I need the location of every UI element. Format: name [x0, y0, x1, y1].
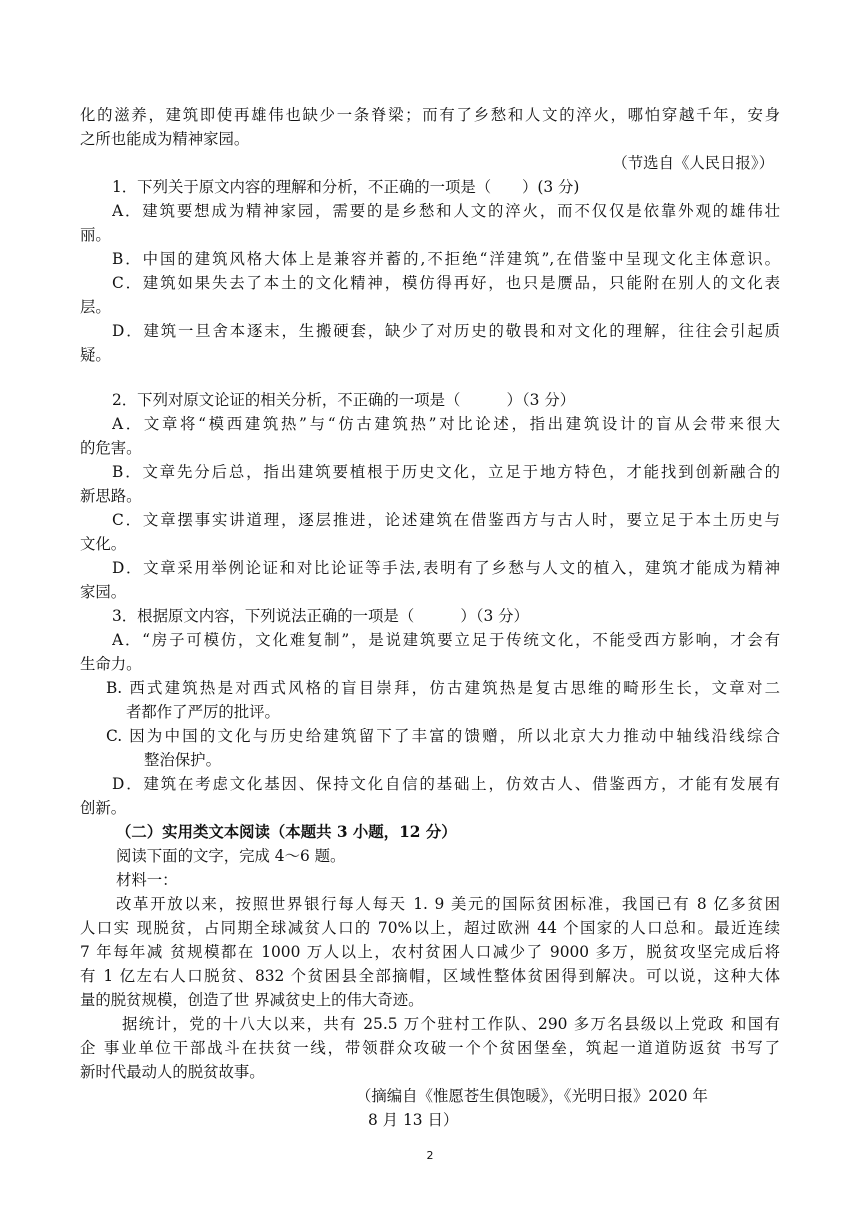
page-number: 2: [426, 1149, 434, 1162]
option-a: A．“房子可模仿，文化难复制”，是说建筑要立足于传统文化，不能受西方影响，才会有: [112, 631, 780, 649]
option-d: D．建筑一旦舍本逐末，生搬硬套，缺少了对历史的敬畏和对文化的理解，往往会引起质: [112, 322, 780, 340]
paragraph-line: 新时代最动人的脱贫故事。: [80, 1063, 265, 1081]
instruction: 阅读下面的文字，完成 4～6 题。: [116, 847, 346, 865]
option-a: A．建筑要想成为精神家园，需要的是乡愁和人文的淬火，而不仅仅是依靠外观的雄伟壮: [112, 202, 780, 220]
option-d: D．文章采用举例论证和对比论证等手法,表明有了乡愁与人文的植入，建筑才能成为精神: [112, 559, 780, 577]
option-d: D．建筑在考虑文化基因、保持文化自信的基础上，仿效古人、借鉴西方，才能有发展有: [112, 775, 780, 793]
option-a: A．文章将“模西建筑热”与“仿古建筑热”对比论述，指出建筑设计的盲从会带来很大: [112, 415, 780, 433]
source-citation: （节选自《人民日报》）: [612, 154, 774, 172]
question-2: 2．下列对原文论证的相关分析，不正确的一项是（ ）（3 分）: [112, 391, 576, 409]
text-line: 疑。: [80, 346, 111, 364]
text-line: 生命力。: [80, 655, 142, 673]
paragraph-line: 企 事业单位干部战斗在扶贫一线，带领群众攻破一个个贫困堡垒，筑起一道道防返贫 书写了: [80, 1039, 780, 1057]
text-line: 化的滋养，建筑即使再雄伟也缺少一条脊梁；而有了乡愁和人文的淬火，哪怕穿越千年，安身: [80, 106, 780, 124]
text-line: 的危害。: [80, 439, 142, 457]
option-b: B．中国的建筑风格大体上是兼容并蓄的,不拒绝“洋建筑”,在借鉴中呈现文化主体意识。: [112, 250, 780, 268]
text-line: 者都作了严厉的批评。: [126, 703, 280, 721]
text-line: 创新。: [80, 799, 127, 817]
section-heading: （二）实用类文本阅读（本题共 3 小题，12 分）: [116, 823, 457, 841]
text-line: 新思路。: [80, 487, 142, 505]
paragraph-line: 有 1 亿左右人口脱贫、832 个贫困县全部摘帽，区域性整体贫困得到解决。可以说，这种大体: [80, 967, 780, 985]
text-line: 之所也能成为精神家园。: [80, 130, 250, 148]
option-b: B．文章先分后总，指出建筑要植根于历史文化，立足于地方特色，才能找到创新融合的: [112, 463, 780, 481]
option-c: C．建筑如果失去了本土的文化精神，模仿得再好，也只是赝品，只能附在别人的文化表: [112, 274, 780, 292]
option-c: C．文章摆事实讲道理，逐层推进，论述建筑在借鉴西方与古人时，要立足于本土历史与: [112, 511, 780, 529]
text-line: 家园。: [80, 583, 127, 601]
source-citation: （摘编自《惟愿苍生俱饱暖》，《光明日报》2020 年: [356, 1087, 708, 1105]
text-line: 丽。: [80, 226, 111, 244]
option-b: B. 西式建筑热是对西式风格的盲目崇拜，仿古建筑热是复古思维的畸形生长，文章对二: [106, 679, 780, 697]
paragraph-line: 改革开放以来，按照世界银行每人每天 1. 9 美元的国际贫困标准，我国已有 8 亿多贫困: [116, 895, 780, 913]
text-line: 文化。: [80, 535, 127, 553]
question-3: 3．根据原文内容，下列说法正确的一项是（ ）（3 分）: [112, 607, 529, 625]
text-line: 整治保护。: [144, 751, 221, 769]
text-line: 层。: [80, 298, 111, 316]
question-1: 1．下列关于原文内容的理解和分析，不正确的一项是（ ）(3 分): [112, 178, 580, 196]
paragraph-line: 7 年每年减 贫规模都在 1000 万人以上，农村贫困人口减少了 9000 多万，脱贫攻坚完成后将: [80, 943, 780, 961]
paragraph-line: 量的脱贫规模，创造了世 界减贫史上的伟大奇迹。: [80, 991, 424, 1009]
source-citation: 8 月 13 日）: [368, 1111, 459, 1129]
paragraph-line: 人口实 现脱贫，占同期全球减贫人口的 70%以上，超过欧洲 44 个国家的人口总和。最近连续: [80, 919, 780, 937]
paragraph-line: 据统计，党的十八大以来，共有 25.5 万个驻村工作队、290 多万名县级以上党政 和国有: [122, 1015, 780, 1033]
option-c: C. 因为中国的文化与历史给建筑留下了丰富的馈赠，所以北京大力推动中轴线沿线综合: [106, 727, 780, 745]
material-label: 材料一：: [116, 871, 178, 889]
